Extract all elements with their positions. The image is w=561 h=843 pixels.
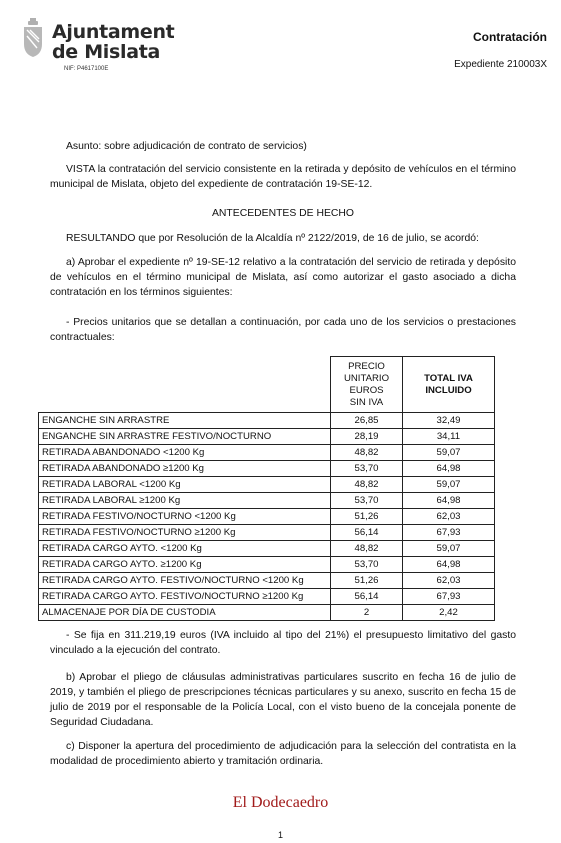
- table-row: [39, 461, 495, 477]
- total-cell: 59,07: [403, 445, 495, 461]
- table-row: [39, 493, 495, 509]
- total-cell: 64,98: [403, 493, 495, 509]
- org-name-line1: Ajuntament: [52, 21, 175, 43]
- precio-cell: 56,14: [331, 525, 403, 541]
- table-row: [39, 541, 495, 557]
- total-cell: 67,93: [403, 589, 495, 605]
- table-row: [39, 557, 495, 573]
- punto-b-paragraph: b) Aprobar el pliego de cláusulas administrativas particulares suscrito en fecha 16 de julio de 2019, y también el pliego de prescripciones técnicas particulares y su anexo, suscrito en fecha 15 de julio de 2019 por el responsable de la Policía Local, con el visto bueno de la concejala ponente de Seguridad Ciudadana.: [50, 672, 516, 728]
- table-row: [39, 477, 495, 493]
- footer-brand: El Dodecaedro: [232, 794, 329, 811]
- header-right: [454, 30, 547, 70]
- concepto-cell: ENGANCHE SIN ARRASTRE: [39, 413, 331, 429]
- header-total-line: INCLUIDO: [425, 384, 472, 396]
- vista-paragraph: VISTA la contratación del servicio consistente en la retirada y depósito de vehículos en el término municipal de Mislata, objeto del expediente de contratación 19-SE-12.: [50, 164, 516, 190]
- concepto-cell: RETIRADA ABANDONADO ≥1200 Kg: [39, 461, 331, 477]
- header-total-cell: [403, 357, 495, 413]
- total-cell: 62,03: [403, 509, 495, 525]
- precio-cell: 51,26: [331, 573, 403, 589]
- punto-c-paragraph: c) Disponer la apertura del procedimiento de adjudicación para la selección del contratista en la modalidad de procedimiento abierto y tramitación ordinaria.: [50, 741, 516, 767]
- table-row: [39, 573, 495, 589]
- table-row: [39, 605, 495, 621]
- table-row: [39, 429, 495, 445]
- concepto-cell: RETIRADA LABORAL <1200 Kg: [39, 477, 331, 493]
- concepto-cell: RETIRADA CARGO AYTO. ≥1200 Kg: [39, 557, 331, 573]
- precio-cell: 2: [331, 605, 403, 621]
- table-row: [39, 413, 495, 429]
- expediente-label: Expediente 210003X: [454, 59, 547, 70]
- concepto-cell: RETIRADA CARGO AYTO. FESTIVO/NOCTURNO <1200 Kg: [39, 573, 331, 589]
- total-cell: 59,07: [403, 477, 495, 493]
- concepto-cell: ENGANCHE SIN ARRASTRE FESTIVO/NOCTURNO: [39, 429, 331, 445]
- concepto-cell: RETIRADA CARGO AYTO. FESTIVO/NOCTURNO ≥1200 Kg: [39, 589, 331, 605]
- header-precio-line: UNITARIO: [343, 372, 390, 384]
- concepto-cell: ALMACENAJE POR DÍA DE CUSTODIA: [39, 605, 331, 621]
- concepto-cell: RETIRADA FESTIVO/NOCTURNO <1200 Kg: [39, 509, 331, 525]
- precio-cell: 48,82: [331, 541, 403, 557]
- concepto-cell: RETIRADA LABORAL ≥1200 Kg: [39, 493, 331, 509]
- punto-a-paragraph: a) Aprobar el expediente nº 19-SE-12 relativo a la contratación del servicio de retirada y depósito de vehículos en el término municipal de Mislata, así como autorizar el gasto asociado a dicha contratación en los términos siguientes:: [50, 257, 516, 298]
- total-cell: 62,03: [403, 573, 495, 589]
- header-precio-cell: [331, 357, 403, 413]
- table-row: [39, 509, 495, 525]
- precio-cell: 56,14: [331, 589, 403, 605]
- header-empty-cell: [39, 357, 331, 413]
- total-cell: 34,11: [403, 429, 495, 445]
- total-cell: 32,49: [403, 413, 495, 429]
- total-cell: 59,07: [403, 541, 495, 557]
- concepto-cell: RETIRADA FESTIVO/NOCTURNO ≥1200 Kg: [39, 525, 331, 541]
- precio-cell: 28,19: [331, 429, 403, 445]
- table-header-row: [39, 357, 495, 413]
- header-precio-line: SIN IVA: [349, 396, 384, 408]
- precio-cell: 53,70: [331, 461, 403, 477]
- table-row: [39, 445, 495, 461]
- presupuesto-paragraph: - Se fija en 311.219,19 euros (IVA incluido al tipo del 21%) el presupuesto limitativo del gasto vinculado a la ejecución del contrato.: [50, 630, 516, 656]
- precio-cell: 26,85: [331, 413, 403, 429]
- price-table: [38, 356, 495, 621]
- precio-cell: 48,82: [331, 445, 403, 461]
- total-cell: 64,98: [403, 557, 495, 573]
- total-cell: 2,42: [403, 605, 495, 621]
- antecedentes-heading: ANTECEDENTES DE HECHO: [211, 208, 355, 219]
- table-row: [39, 525, 495, 541]
- page-number: 1: [277, 830, 283, 840]
- concepto-cell: RETIRADA ABANDONADO <1200 Kg: [39, 445, 331, 461]
- total-cell: 64,98: [403, 461, 495, 477]
- resultando-paragraph: RESULTANDO que por Resolución de la Alcaldía nº 2122/2019, de 16 de julio, se acordó:: [66, 233, 479, 244]
- header-total-line: TOTAL IVA: [424, 372, 473, 384]
- org-brand: [52, 22, 174, 62]
- table-row: [39, 589, 495, 605]
- header-precio-line: PRECIO: [348, 360, 385, 372]
- header-precio-line: EUROS: [349, 384, 384, 396]
- section-title: Contratación: [472, 30, 547, 44]
- precios-intro-paragraph: - Precios unitarios que se detallan a continuación, por cada uno de los servicios o prestaciones contractuales:: [50, 317, 516, 343]
- precio-cell: 48,82: [331, 477, 403, 493]
- precio-cell: 53,70: [331, 493, 403, 509]
- org-name-line2: de Mislata: [52, 41, 161, 63]
- nif-text: NIF: P4617100E: [64, 66, 109, 72]
- concepto-cell: RETIRADA CARGO AYTO. <1200 Kg: [39, 541, 331, 557]
- precio-cell: 51,26: [331, 509, 403, 525]
- mislata-coat-of-arms-icon: [22, 18, 44, 58]
- precio-cell: 53,70: [331, 557, 403, 573]
- asunto-paragraph: Asunto: sobre adjudicación de contrato de servicios): [66, 141, 307, 152]
- total-cell: 67,93: [403, 525, 495, 541]
